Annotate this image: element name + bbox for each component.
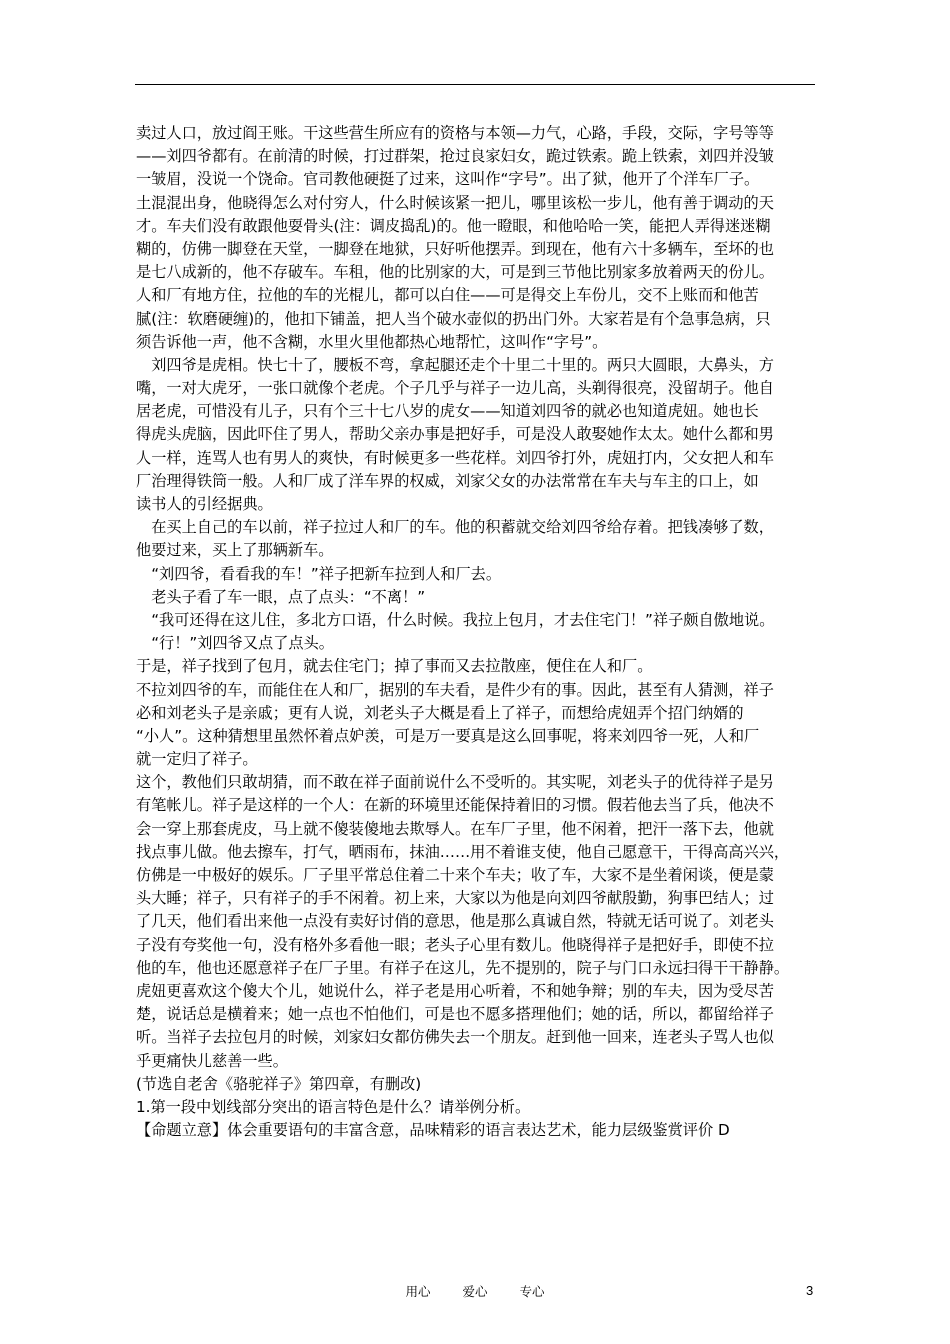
text-line: 1.第一段中划线部分突出的语言特色是什么？请举例分析。 — [136, 1097, 531, 1116]
text-line: 土混混出身，他晓得怎么对付穷人，什么时候该紧一把儿，哪里该松一步儿，他有善于调动的天 — [136, 193, 774, 212]
text-line: 卖过人口，放过阎王账。干这些营生所应有的资格与本领—力气，心路，手段，交际，字号等等 — [136, 124, 774, 142]
text-line: 老头子看了车一眼，点了点头：“不离！” — [136, 587, 426, 606]
text-line: “行！”刘四爷又点了点头。 — [136, 634, 334, 653]
text-line: 【命题立意】体会重要语句的丰富含意，品味精彩的语言表达艺术，能力层级鉴赏评价 D — [136, 1121, 730, 1140]
footer-motto-3: 专心 — [519, 1284, 545, 1299]
text-line: 必和刘老头子是亲戚；更有人说，刘老头子大概是看上了祥子，而想给虎妞弄个招门纳婿的 — [136, 703, 744, 722]
document-body — [136, 122, 826, 1142]
text-line: 找点事儿做。他去擦车，打气，晒雨布，抹油……用不着谁支使，他自己愿意干，干得高高兴兴， — [136, 842, 790, 861]
text-line: 了几天，他们看出来他一点没有卖好讨俏的意思，他是那么真诚自然，特就无话可说了。刘老头 — [136, 912, 774, 931]
text-line: 是七八成新的，他不存破车。车租，他的比别家的大，可是到三节他比别家多放着两天的份儿。 — [136, 263, 774, 282]
footer-motto-1: 用心 — [405, 1284, 431, 1299]
text-line: 在买上自己的车以前，祥子拉过人和厂的车。他的积蓄就交给刘四爷给存着。把钱凑够了数， — [136, 518, 774, 537]
header-rule — [135, 84, 815, 85]
text-line: 会一穿上那套虎皮，马上就不傻装傻地去欺辱人。在车厂子里，他不闲着，把汗一落下去，他就 — [136, 819, 774, 838]
text-line: 厂治理得铁筒一般。人和厂成了洋车界的权威，刘家父女的办法常常在车夫与车主的口上，如 — [136, 471, 759, 490]
text-line: 须告诉他一声，他不含糊，水里火里他都热心地帮忙，这叫作“字号”。 — [136, 332, 608, 351]
text-line: 腻(注：软磨硬缠)的，他扣下铺盖，把人当个破水壶似的扔出门外。大家若是有个急事急病，只 — [136, 309, 771, 328]
text-line: 虎妞更喜欢这个傻大个儿，她说什么，祥子老是用心听着，不和她争辩；别的车夫，因为受尽苦 — [136, 981, 774, 1000]
text-line: 得虎头虎脑，因此吓住了男人，帮助父亲办事是把好手，可是没人敢娶她作太太。她什么都和男 — [136, 425, 774, 444]
text-line: 不拉刘四爷的车，而能住在人和厂，据别的车夫看，是件少有的事。因此，甚至有人猜测，祥子 — [136, 680, 774, 699]
text-line: “我可还得在这儿住，多北方口语，什么时候。我拉上包月，才去住宅门！”祥子颇自傲地说。 — [136, 610, 775, 629]
text-line: 听。当祥子去拉包月的时候，刘家妇女都仿佛失去一个朋友。赶到他一回来，连老头子骂人也似 — [136, 1028, 774, 1047]
page-number: 3 — [806, 1283, 814, 1298]
text-line: 读书人的引经据典。 — [136, 495, 273, 513]
text-line: 他的车，他也还愿意祥子在厂子里。有祥子在这儿，先不提别的，院子与门口永远扫得干干静静。 — [136, 958, 790, 977]
text-line: (节选自老舍《骆驼祥子》第四章，有删改) — [136, 1074, 422, 1093]
text-line: 子没有夸奖他一句，没有格外多看他一眼；老头子心里有数儿。他晓得祥子是把好手，即使不拉 — [136, 935, 774, 954]
text-line: 头大睡；祥子，只有祥子的手不闲着。初上来，大家以为他是向刘四爷献殷勤，狗事巴结人；过 — [136, 889, 774, 908]
text-line: 才。车夫们没有敢跟他耍骨头(注：调皮捣乱)的。他一瞪眼，和他哈哈一笑，能把人弄得迷迷糊 — [136, 216, 771, 235]
text-line: 嘴，一对大虎牙，一张口就像个老虎。个子几乎与祥子一边儿高，头剃得很亮，没留胡子。他自 — [136, 379, 774, 398]
text-line: 就一定归了祥子。 — [136, 750, 258, 769]
text-line: 居老虎，可惜没有儿子，只有个三十七八岁的虎女——知道刘四爷的就必也知道虎妞。她也长 — [136, 402, 759, 421]
text-line: 这个，教他们只敢胡猜，而不敢在祥子面前说什么不受听的。其实呢，刘老头子的优待祥子是另 — [136, 773, 774, 792]
text-line: 楚，说话总是横着来；她一点也不怕他们，可是也不愿多搭理他们；她的话，所以，都留给祥子 — [136, 1005, 774, 1024]
text-line: “小人”。这种猜想里虽然怀着点妒羡，可是万一要真是这么回事呢，将来刘四爷一死，人和厂 — [136, 726, 760, 745]
text-line: 仿佛是一中极好的娱乐。厂子里平常总住着二十来个车夫；收了车，大家不是坐着闲谈，便是蒙 — [136, 866, 774, 884]
text-line: ——刘四爷都有。在前清的时候，打过群架，抢过良家妇女，跪过铁索。跪上铁索，刘四并没皱 — [136, 147, 774, 166]
text-line: “刘四爷，看看我的车！”祥子把新车拉到人和厂去。 — [136, 564, 502, 583]
text-line: 他要过来，买上了那辆新车。 — [136, 541, 334, 560]
text-line: 糊的，仿佛一脚登在天堂，一脚登在地狱，只好听他摆弄。到现在，他有六十多辆车，至坏的也 — [136, 239, 774, 258]
text-line: 有笔帐儿。祥子是这样的一个人：在新的环境里还能保持着旧的习惯。假若他去当了兵，他决不 — [136, 796, 774, 815]
text-line: 人和厂有地方住，拉他的车的光棍儿，都可以白住——可是得交上车份儿，交不上账而和他苦 — [136, 286, 759, 305]
text-line: 刘四爷是虎相。快七十了，腰板不弯，拿起腿还走个十里二十里的。两只大圆眼，大鼻头，方 — [136, 355, 774, 374]
text-line: 于是，祥子找到了包月，就去住宅门；掉了事而又去拉散座，便住在人和厂。 — [136, 657, 653, 676]
text-line: 一皱眉，没说一个饶命。官司教他硬挺了过来，这叫作“字号”。出了狱，他开了个洋车厂子。 — [136, 170, 760, 189]
text-line: 乎更痛快儿慈善一些。 — [136, 1051, 288, 1070]
footer-motto-2: 爱心 — [462, 1284, 488, 1299]
text-line: 人一样，连骂人也有男人的爽快，有时候更多一些花样。刘四爷打外，虎妞打内，父女把人和车 — [136, 448, 774, 467]
